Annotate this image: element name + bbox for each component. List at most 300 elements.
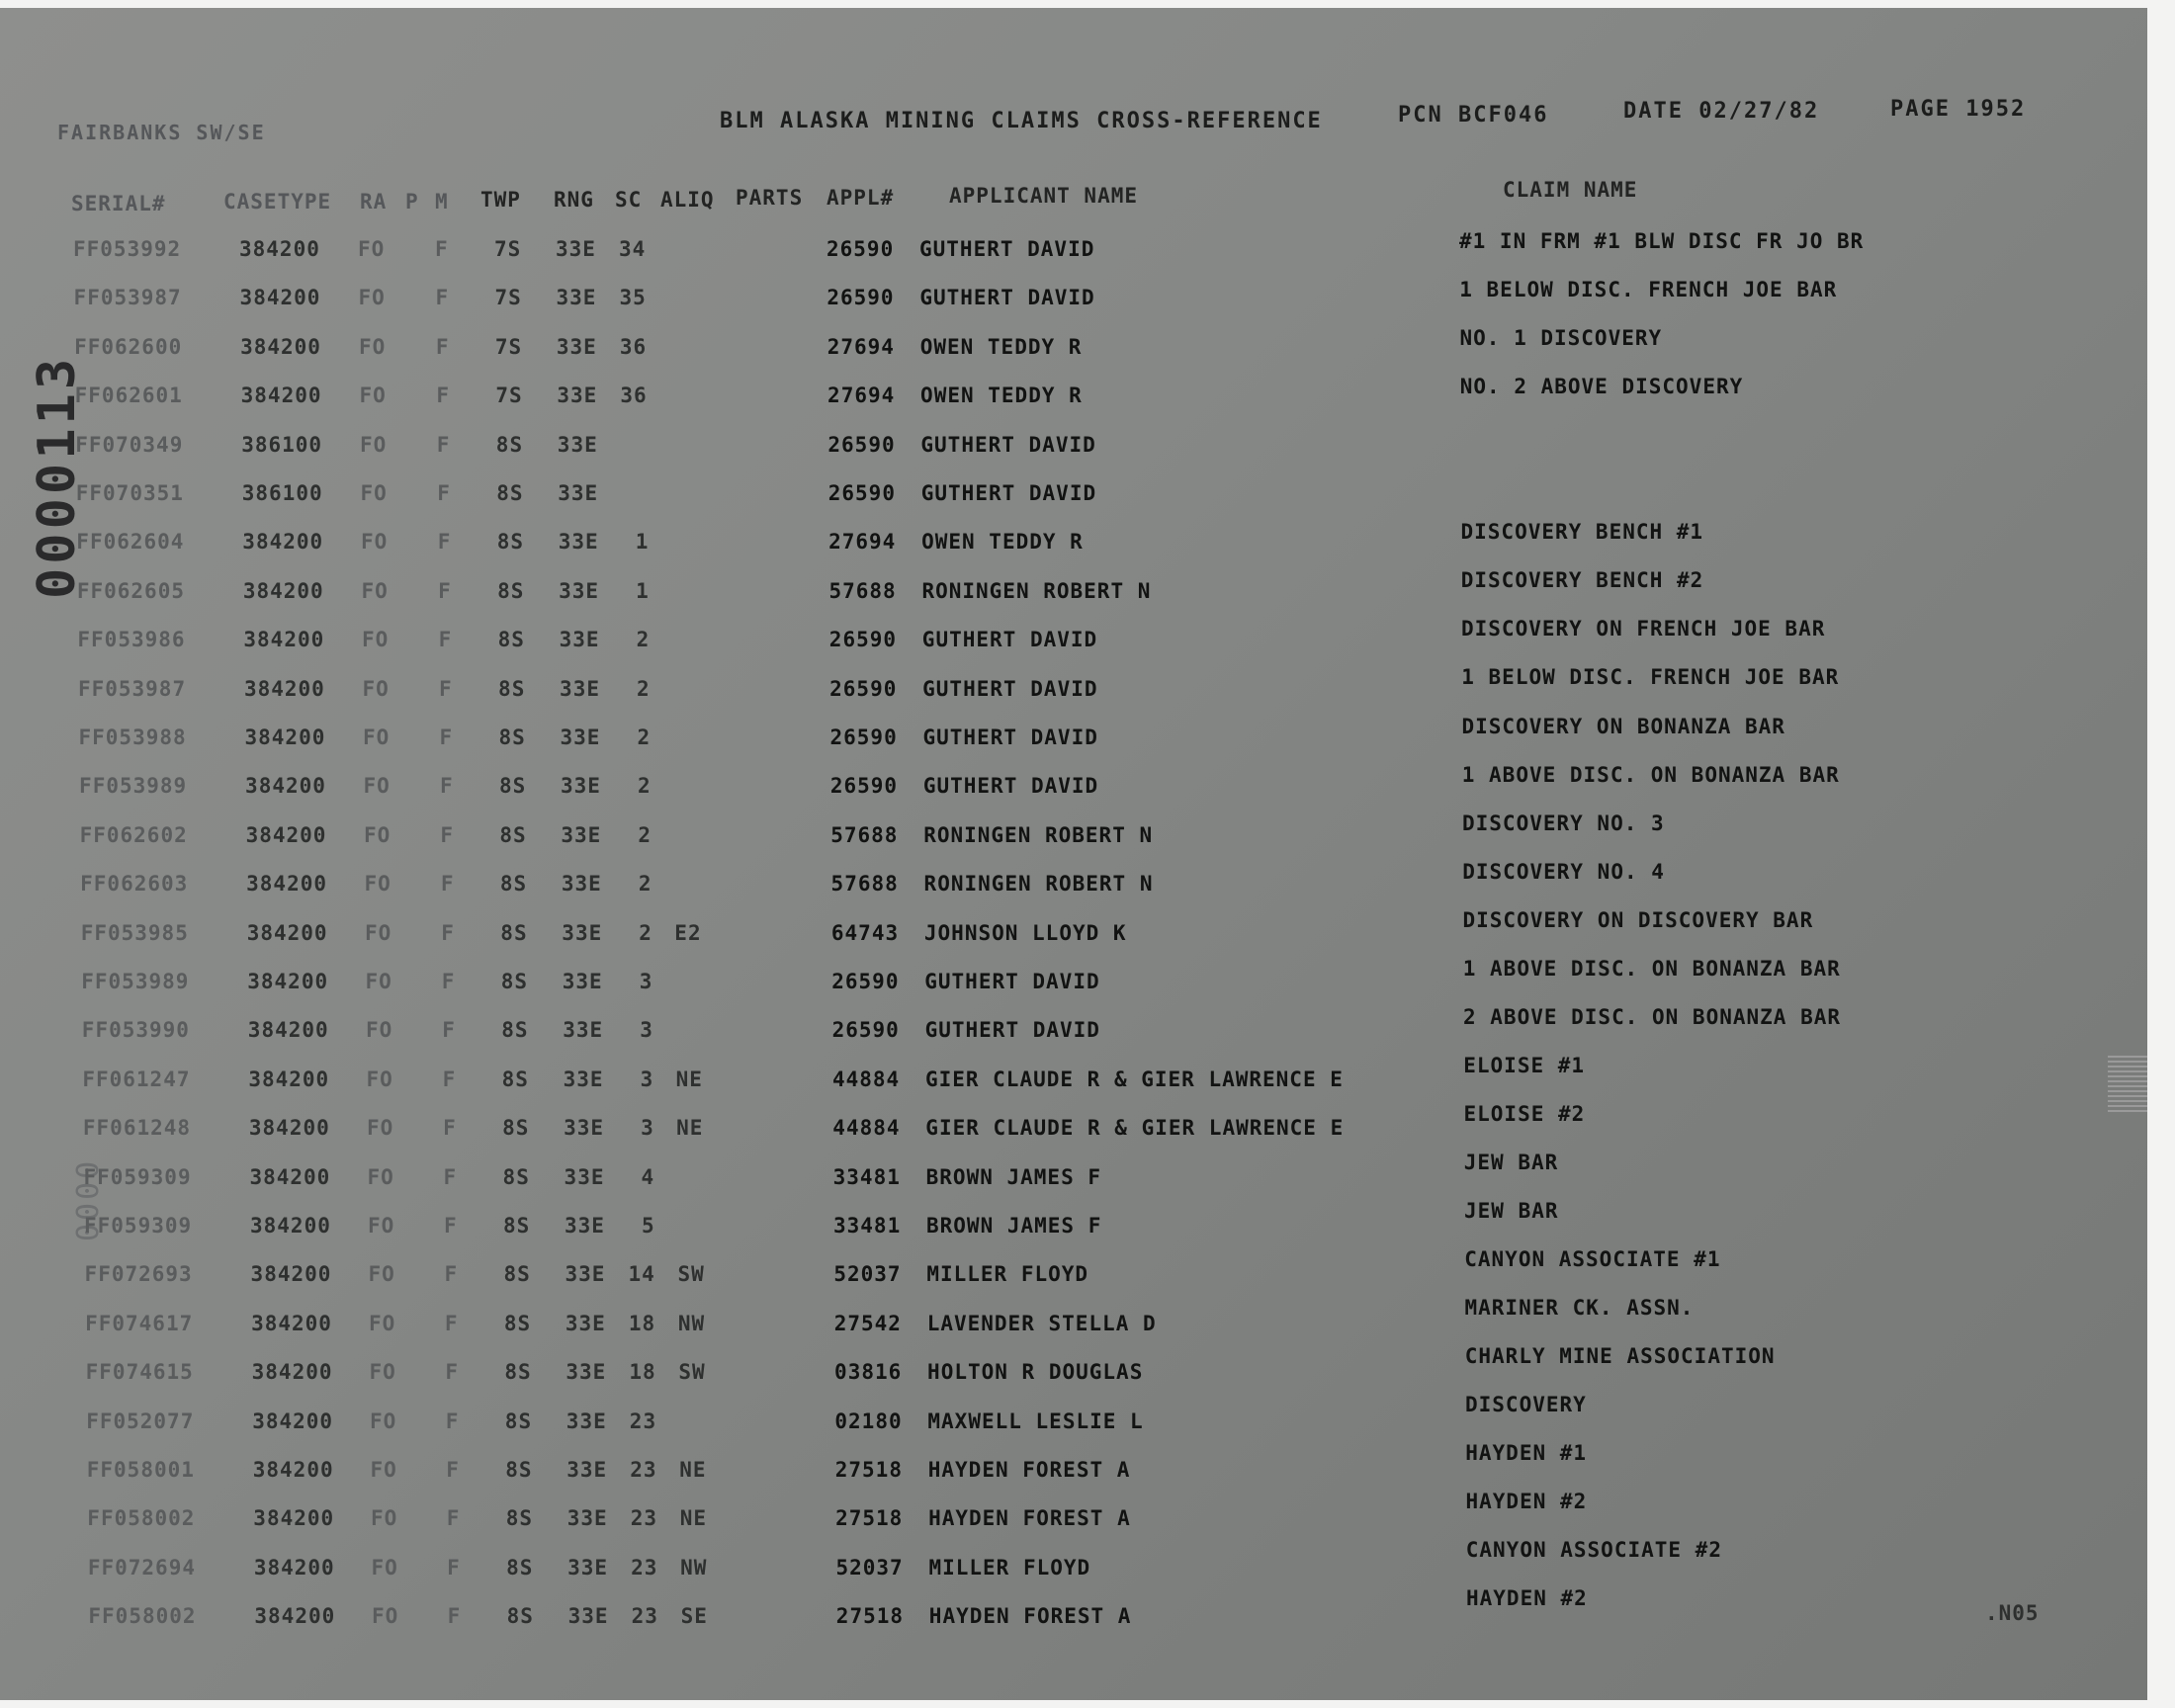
cell-appl: 02180	[834, 1409, 903, 1433]
cell-casetype: 384200	[254, 1604, 336, 1629]
cell-rng: 33E	[560, 774, 601, 799]
cell-twp: 8S	[506, 1604, 534, 1629]
cell-rng: 33E	[559, 628, 600, 652]
col-parts: PARTS	[736, 186, 804, 210]
cell-rng: 33E	[560, 676, 600, 701]
cell-rng: 33E	[558, 530, 599, 555]
cell-serial: FF062604	[76, 530, 185, 555]
cell-m: F	[447, 1604, 462, 1629]
cell-appl: 26590	[828, 628, 898, 652]
cell-claim: MARINER CK. ASSN.	[1464, 1296, 1695, 1321]
cell-claim: DISCOVERY BENCH #2	[1460, 568, 1704, 593]
cell-serial: FF074615	[85, 1360, 194, 1385]
cell-ra: FO	[361, 530, 389, 555]
cell-twp: 7S	[494, 237, 522, 261]
cell-applicant: HAYDEN FOREST A	[927, 1458, 1131, 1482]
cell-applicant: HAYDEN FOREST A	[928, 1506, 1131, 1531]
cell-claim: HAYDEN #2	[1466, 1586, 1588, 1611]
cell-casetype: 384200	[239, 237, 320, 261]
cell-m: F	[446, 1506, 461, 1531]
cell-casetype: 384200	[251, 1360, 333, 1385]
cell-sc: 23	[631, 1604, 658, 1629]
cell-rng: 33E	[558, 481, 599, 505]
cell-appl: 27694	[826, 334, 895, 359]
cell-m: F	[445, 1409, 460, 1433]
cell-m: F	[442, 1067, 457, 1091]
col-claim: CLAIM NAME	[1503, 178, 1638, 202]
cell-casetype: 384200	[247, 1018, 329, 1043]
cell-ra: FO	[358, 237, 386, 261]
footer-code: .N05	[1985, 1601, 2040, 1625]
cell-rng: 33E	[565, 1214, 605, 1238]
cell-sc: 2	[639, 920, 652, 945]
cell-sc: 34	[619, 237, 647, 261]
cell-appl: 57688	[830, 822, 899, 847]
cell-sc: 4	[641, 1164, 655, 1189]
cell-serial: FF053986	[77, 628, 186, 652]
cell-appl: 26590	[826, 237, 895, 261]
cell-twp: 8S	[497, 628, 525, 652]
page-number: PAGE 1952	[1890, 97, 2027, 122]
cell-claim: DISCOVERY	[1465, 1393, 1587, 1417]
cell-m: F	[435, 334, 450, 359]
cell-sc: 2	[636, 628, 651, 652]
cell-appl: 26590	[827, 481, 896, 505]
pcn-code: PCN BCF046	[1398, 103, 1549, 128]
cell-claim: JEW BAR	[1463, 1150, 1559, 1174]
cell-ra: FO	[365, 920, 392, 945]
cell-m: F	[440, 872, 455, 897]
cell-serial: FF053992	[73, 237, 182, 261]
cell-applicant: GIER CLAUDE R & GIER LAWRENCE E	[925, 1116, 1345, 1141]
cell-applicant: GUTHERT DAVID	[924, 970, 1100, 993]
cell-applicant: HAYDEN FOREST A	[928, 1604, 1132, 1629]
cell-claim: DISCOVERY BENCH #1	[1460, 520, 1704, 545]
cell-appl: 26590	[831, 1018, 900, 1043]
cell-claim: 2 ABOVE DISC. ON BONANZA BAR	[1463, 1004, 1842, 1029]
cell-casetype: 384200	[252, 1409, 334, 1433]
cell-twp: 8S	[498, 774, 527, 799]
cell-rng: 33E	[564, 1116, 605, 1141]
col-ra: RA	[360, 190, 388, 214]
cell-m: F	[439, 726, 454, 749]
cell-appl: 52037	[835, 1555, 904, 1580]
cell-applicant: LAVENDER STELLA D	[926, 1311, 1157, 1335]
cell-ra: FO	[359, 384, 387, 408]
cell-sc: 18	[628, 1311, 656, 1335]
cell-claim: DISCOVERY ON FRENCH JOE BAR	[1461, 617, 1826, 641]
cell-casetype: 384200	[239, 286, 321, 310]
cell-appl: 27694	[828, 530, 897, 555]
cell-serial: FF070351	[75, 481, 184, 505]
cell-casetype: 384200	[246, 872, 327, 897]
cell-claim: #1 IN FRM #1 BLW DISC FR JO BR	[1459, 229, 1865, 253]
cell-claim: HAYDEN #1	[1465, 1441, 1588, 1466]
cell-ra: FO	[369, 1311, 396, 1335]
cell-applicant: RONINGEN ROBERT N	[921, 578, 1152, 603]
cell-ra: FO	[363, 726, 391, 749]
cell-casetype: 386100	[241, 481, 323, 505]
cell-appl: 44884	[831, 1067, 901, 1091]
faded-frame-number: 0000	[71, 1157, 106, 1241]
cell-casetype: 384200	[246, 920, 328, 945]
cell-rng: 33E	[566, 1506, 608, 1531]
cell-rng: 33E	[566, 1409, 607, 1433]
cell-appl: 33481	[832, 1164, 901, 1189]
cell-sc: 2	[638, 822, 652, 847]
cell-serial: FF061248	[82, 1116, 192, 1141]
cell-m: F	[444, 1311, 459, 1335]
cell-twp: 8S	[503, 1311, 532, 1335]
cell-casetype: 384200	[242, 578, 324, 603]
cell-m: F	[435, 237, 449, 261]
cell-sc: 23	[630, 1458, 657, 1482]
cell-twp: 8S	[496, 530, 524, 555]
cell-sc: 1	[636, 578, 650, 603]
cell-rng: 33E	[563, 1067, 604, 1091]
cell-appl: 27518	[835, 1506, 904, 1531]
cell-serial: FF053990	[81, 1018, 190, 1043]
cell-aliq: SW	[678, 1360, 706, 1385]
cell-sc: 36	[619, 334, 648, 359]
report-title: BLM ALASKA MINING CLAIMS CROSS-REFERENCE	[720, 109, 1323, 133]
cell-applicant: OWEN TEDDY R	[921, 530, 1084, 555]
cell-twp: 8S	[496, 481, 524, 505]
cell-rng: 33E	[567, 1604, 609, 1629]
cell-serial: FF059309	[84, 1214, 193, 1238]
cell-twp: 8S	[495, 432, 524, 457]
cell-applicant: GUTHERT DAVID	[922, 676, 1098, 701]
cell-ra: FO	[358, 286, 386, 310]
cell-twp: 7S	[494, 286, 522, 310]
cell-claim: NO. 2 ABOVE DISCOVERY	[1459, 375, 1744, 399]
cell-rng: 33E	[566, 1458, 608, 1482]
cell-ra: FO	[366, 1067, 393, 1091]
cell-claim: CANYON ASSOCIATE #1	[1464, 1247, 1721, 1272]
cell-applicant: GUTHERT DAVID	[919, 237, 1095, 261]
col-applicant: APPLICANT NAME	[949, 184, 1139, 208]
cell-sc: 3	[640, 1067, 654, 1091]
cell-applicant: GUTHERT DAVID	[922, 774, 1099, 799]
cell-twp: 8S	[502, 1164, 530, 1189]
cell-sc: 2	[637, 726, 652, 749]
cell-twp: 8S	[504, 1409, 533, 1433]
cell-appl: 26590	[831, 970, 900, 993]
cell-m: F	[442, 1018, 456, 1043]
cell-m: F	[446, 1458, 460, 1482]
cell-sc: 18	[629, 1360, 656, 1385]
cell-ra: FO	[364, 822, 392, 847]
cell-rng: 33E	[556, 286, 597, 310]
cell-rng: 33E	[559, 578, 600, 603]
cell-applicant: RONINGEN ROBERT N	[923, 822, 1154, 847]
cell-twp: 8S	[505, 1458, 533, 1482]
cell-casetype: 384200	[245, 822, 327, 847]
cell-ra: FO	[364, 872, 392, 897]
cell-claim: DISCOVERY ON BONANZA BAR	[1461, 714, 1785, 738]
cell-ra: FO	[369, 1360, 396, 1385]
cell-serial: FF062602	[79, 822, 188, 847]
cell-twp: 8S	[498, 726, 526, 749]
cell-ra: FO	[363, 774, 391, 799]
cell-ra: FO	[367, 1116, 394, 1141]
cell-aliq: NE	[679, 1506, 707, 1531]
cell-serial: FF062603	[80, 872, 189, 897]
cell-m: F	[440, 822, 455, 847]
cell-ra: FO	[368, 1214, 395, 1238]
cell-ra: FO	[368, 1262, 395, 1287]
col-sc: SC	[615, 188, 643, 212]
cell-serial: FF062601	[74, 384, 183, 408]
cell-appl: 03816	[834, 1360, 903, 1385]
cell-casetype: 386100	[241, 432, 323, 457]
cell-casetype: 384200	[253, 1555, 335, 1580]
cell-ra: FO	[360, 432, 388, 457]
cell-applicant: GUTHERT DAVID	[924, 1018, 1100, 1043]
cell-applicant: GIER CLAUDE R & GIER LAWRENCE E	[924, 1067, 1344, 1091]
cell-claim: DISCOVERY NO. 3	[1462, 811, 1665, 835]
cell-casetype: 384200	[242, 530, 324, 555]
cell-ra: FO	[366, 1018, 393, 1043]
cell-sc: 3	[641, 1116, 654, 1141]
col-appl: APPL#	[826, 186, 895, 210]
cell-appl: 57688	[828, 578, 897, 603]
cell-casetype: 384200	[253, 1506, 335, 1531]
cell-applicant: JOHNSON LLOYD K	[923, 920, 1127, 945]
report-date: DATE 02/27/82	[1623, 99, 1820, 124]
cell-rng: 33E	[556, 334, 597, 359]
cell-claim: 1 BELOW DISC. FRENCH JOE BAR	[1459, 278, 1838, 302]
cell-appl: 57688	[830, 872, 899, 897]
cell-ra: FO	[367, 1164, 394, 1189]
col-m: M	[435, 190, 449, 214]
cell-aliq: SE	[680, 1604, 708, 1629]
cell-casetype: 384200	[248, 1116, 330, 1141]
cell-appl: 64743	[830, 920, 900, 945]
cell-casetype: 384200	[252, 1458, 334, 1482]
cell-rng: 33E	[557, 432, 598, 457]
cell-ra: FO	[360, 481, 388, 505]
microfilm-frame-number: 0000113	[28, 354, 87, 599]
cell-claim: ELOISE #2	[1463, 1101, 1586, 1126]
cell-aliq: NE	[675, 1067, 703, 1091]
cell-appl: 26590	[829, 676, 898, 701]
cell-serial: FF059309	[83, 1164, 192, 1189]
printout-sheet	[0, 8, 2147, 1700]
cell-serial: FF053989	[79, 774, 188, 799]
cell-m: F	[444, 1214, 458, 1238]
cell-casetype: 384200	[250, 1214, 331, 1238]
cell-aliq: NE	[676, 1116, 704, 1141]
cell-rng: 33E	[567, 1555, 609, 1580]
cell-sc: 1	[635, 530, 650, 555]
cell-applicant: MAXWELL LESLIE L	[927, 1409, 1144, 1433]
cell-rng: 33E	[561, 822, 602, 847]
cell-applicant: GUTHERT DAVID	[920, 432, 1096, 457]
cell-sc: 36	[620, 384, 648, 408]
cell-rng: 33E	[561, 872, 602, 897]
cell-applicant: GUTHERT DAVID	[921, 628, 1098, 652]
cell-aliq: E2	[674, 920, 702, 945]
cell-m: F	[441, 970, 456, 993]
cell-applicant: GUTHERT DAVID	[919, 286, 1095, 310]
cell-sc: 3	[640, 1018, 653, 1043]
cell-twp: 8S	[503, 1214, 531, 1238]
cell-ra: FO	[371, 1555, 398, 1580]
cell-applicant: BROWN JAMES F	[925, 1164, 1102, 1189]
cell-casetype: 384200	[244, 726, 326, 749]
cell-twp: 8S	[499, 872, 528, 897]
cell-sc: 2	[638, 872, 652, 897]
cell-m: F	[435, 286, 450, 310]
cell-rng: 33E	[563, 1018, 604, 1043]
cell-rng: 33E	[562, 970, 603, 993]
cell-claim: ELOISE #1	[1463, 1053, 1586, 1077]
cell-claim: CHARLY MINE ASSOCIATION	[1464, 1344, 1776, 1369]
film-edge-artifact	[2108, 1056, 2147, 1115]
cell-casetype: 384200	[240, 384, 322, 408]
cell-rng: 33E	[564, 1164, 605, 1189]
cell-twp: 8S	[498, 676, 526, 701]
col-rng: RNG	[554, 188, 594, 212]
cell-twp: 7S	[494, 334, 523, 359]
cell-casetype: 384200	[247, 970, 329, 993]
cell-twp: 8S	[501, 1067, 529, 1091]
cell-sc: 5	[642, 1214, 655, 1238]
cell-m: F	[437, 530, 452, 555]
cell-m: F	[445, 1360, 459, 1385]
cell-casetype: 384200	[251, 1311, 332, 1335]
cell-aliq: NW	[677, 1311, 706, 1335]
cell-ra: FO	[371, 1506, 398, 1531]
cell-m: F	[436, 432, 451, 457]
cell-rng: 33E	[560, 726, 601, 749]
cell-sc: 23	[631, 1555, 658, 1580]
cell-ra: FO	[370, 1458, 397, 1482]
cell-serial: FF072694	[87, 1555, 196, 1580]
cell-serial: FF058001	[86, 1458, 195, 1482]
cell-applicant: BROWN JAMES F	[926, 1214, 1102, 1238]
cell-serial: FF053987	[77, 676, 187, 701]
cell-appl: 27694	[827, 384, 896, 408]
cell-m: F	[437, 481, 451, 505]
cell-claim: CANYON ASSOCIATE #2	[1465, 1538, 1722, 1563]
cell-sc: 2	[637, 676, 651, 701]
cell-appl: 26590	[826, 286, 895, 310]
cell-sc: 35	[619, 286, 647, 310]
cell-twp: 8S	[501, 1018, 529, 1043]
cell-m: F	[438, 628, 453, 652]
cell-serial: FF058002	[88, 1604, 197, 1629]
cell-rng: 33E	[557, 384, 598, 408]
cell-ra: FO	[359, 334, 387, 359]
cell-claim: JEW BAR	[1464, 1199, 1559, 1223]
cell-sc: 23	[629, 1409, 657, 1433]
cell-twp: 8S	[505, 1506, 533, 1531]
cell-claim: HAYDEN #2	[1465, 1490, 1588, 1514]
cell-serial: FF058002	[87, 1506, 196, 1531]
cell-claim: NO. 1 DISCOVERY	[1459, 326, 1663, 351]
cell-twp: 8S	[499, 822, 527, 847]
cell-claim: 1 ABOVE DISC. ON BONANZA BAR	[1462, 956, 1841, 981]
cell-appl: 27518	[834, 1458, 903, 1482]
cell-rng: 33E	[562, 920, 603, 945]
cell-sc: 2	[637, 774, 652, 799]
cell-appl: 26590	[827, 432, 896, 457]
cell-twp: 8S	[504, 1360, 532, 1385]
cell-sc: 23	[630, 1506, 657, 1531]
cell-casetype: 384200	[243, 676, 325, 701]
cell-rng: 33E	[565, 1262, 606, 1287]
cell-casetype: 384200	[249, 1164, 331, 1189]
cell-serial: FF072693	[84, 1262, 193, 1287]
cell-serial: FF061247	[82, 1067, 191, 1091]
cell-serial: FF053988	[78, 726, 187, 749]
cell-serial: FF053987	[73, 286, 182, 310]
cell-applicant: GUTHERT DAVID	[920, 481, 1097, 505]
cell-casetype: 384200	[245, 774, 326, 799]
cell-ra: FO	[362, 628, 390, 652]
cell-aliq: NE	[679, 1458, 707, 1482]
cell-rng: 33E	[566, 1360, 607, 1385]
cell-m: F	[436, 384, 450, 408]
cell-applicant: OWEN TEDDY R	[919, 334, 1083, 359]
cell-rng: 33E	[565, 1311, 606, 1335]
cell-appl: 26590	[829, 726, 898, 749]
cell-sc: 14	[628, 1262, 655, 1287]
cell-appl: 27542	[833, 1311, 902, 1335]
cell-ra: FO	[365, 970, 392, 993]
cell-claim: DISCOVERY NO. 4	[1462, 859, 1665, 884]
cell-m: F	[439, 676, 453, 701]
cell-twp: 7S	[495, 384, 523, 408]
cell-appl: 27518	[835, 1604, 905, 1629]
cell-aliq: SW	[677, 1262, 705, 1287]
cell-claim: 1 BELOW DISC. FRENCH JOE BAR	[1461, 665, 1840, 690]
cell-twp: 8S	[500, 920, 528, 945]
cell-aliq: NW	[680, 1555, 708, 1580]
cell-claim: DISCOVERY ON DISCOVERY BAR	[1462, 907, 1814, 932]
cell-sc: 3	[639, 970, 653, 993]
cell-ra: FO	[361, 578, 389, 603]
col-casetype: CASETYPE	[223, 190, 332, 214]
cell-serial: FF074617	[85, 1311, 194, 1335]
cell-serial: FF053989	[81, 970, 190, 993]
cell-m: F	[438, 578, 452, 603]
cell-casetype: 384200	[240, 334, 321, 359]
col-p: P	[405, 190, 419, 214]
cell-claim: 1 ABOVE DISC. ON BONANZA BAR	[1461, 762, 1840, 787]
cell-twp: 8S	[497, 578, 525, 603]
cell-appl: 26590	[829, 774, 899, 799]
cell-serial: FF062605	[76, 578, 185, 603]
cell-appl: 52037	[833, 1262, 902, 1287]
cell-rng: 33E	[556, 237, 596, 261]
cell-casetype: 384200	[250, 1262, 332, 1287]
cell-casetype: 384200	[248, 1067, 330, 1091]
cell-applicant: HOLTON R DOUGLAS	[927, 1360, 1144, 1385]
cell-m: F	[444, 1262, 459, 1287]
cell-appl: 33481	[833, 1214, 902, 1238]
cell-serial: FF052077	[86, 1409, 195, 1433]
cell-appl: 44884	[832, 1116, 901, 1141]
cell-serial: FF070349	[75, 432, 184, 457]
col-serial: SERIAL#	[71, 192, 166, 215]
cell-twp: 8S	[503, 1262, 531, 1287]
region-label: FAIRBANKS SW/SE	[57, 121, 266, 144]
cell-m: F	[443, 1116, 457, 1141]
cell-m: F	[441, 920, 455, 945]
